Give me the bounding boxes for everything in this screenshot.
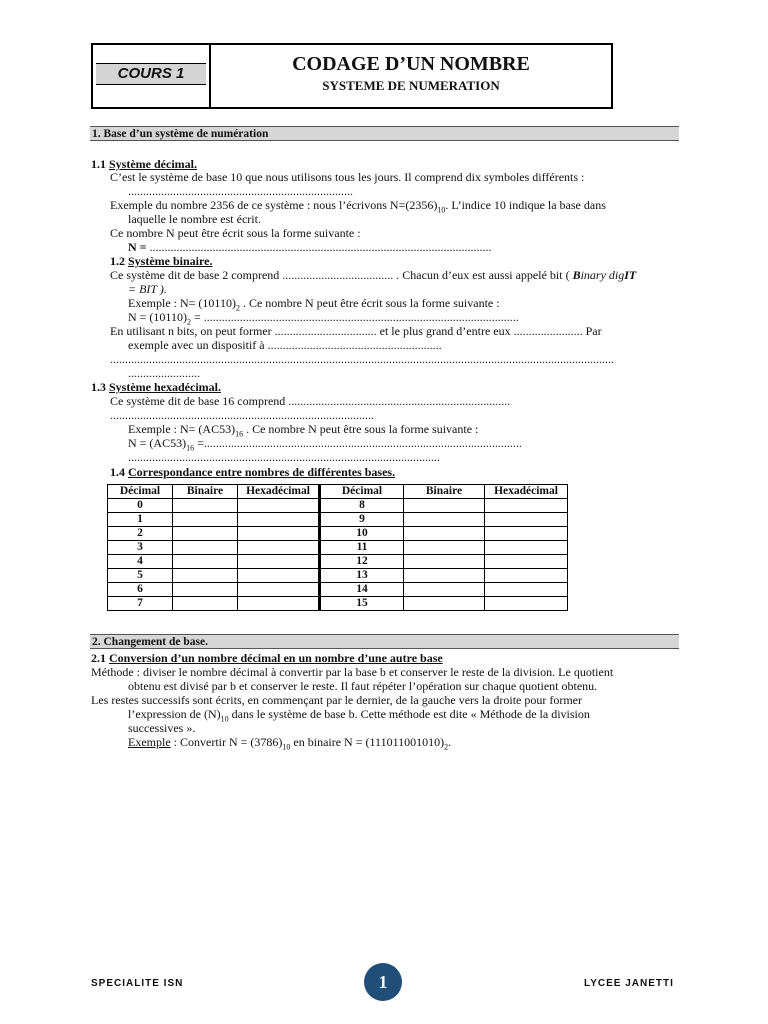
cours-label: COURS 1 [96, 63, 206, 85]
heading-1-3: 1.3 Système hexadécimal. [91, 380, 221, 394]
s11-line-4: laquelle le nombre est écrit. [128, 212, 261, 226]
table-header: Binaire [173, 485, 238, 499]
header-left-cell [93, 45, 211, 107]
heading-1-2: 1.2 Système binaire. [110, 254, 213, 268]
table-row [108, 499, 568, 513]
table-cell: 14 [320, 583, 404, 597]
s12-line-1: Ce système dit de base 2 comprend ..................................... . Chacun d’eux est aussi appelé bit ( Binary digIT [110, 268, 637, 282]
section-1-title: 1. Base d’un système de numération [90, 126, 679, 141]
rest-line-1: Les restes successifs sont écrits, en commençant par le dernier, de la gauche vers la droite pour former [91, 693, 582, 707]
s11-line-6: N = .................................................................................................................. [128, 240, 492, 254]
table-cell: 7 [108, 597, 173, 611]
table-cell: 2 [108, 527, 173, 541]
heading-1-1: 1.1 Système décimal. [91, 157, 197, 171]
section-2-title: 2. Changement de base. [90, 634, 679, 649]
table-row [108, 555, 568, 569]
s12-line-3: Exemple : $N= (10110)_2$ . Ce nombre N peut être écrit sous la forme suivante : [128, 296, 500, 313]
page-subtitle: SYSTEME DE NUMERATION [322, 78, 500, 93]
s12-line-8: ........................ [128, 366, 200, 380]
s11-line-5: Ce nombre N peut être écrit sous la forme suivante : [110, 226, 361, 240]
s11-line-2: ........................................................................... [128, 184, 353, 198]
table-header: Hexadécimal [238, 485, 320, 499]
table-header: Décimal [320, 485, 404, 499]
table-row [108, 583, 568, 597]
table-row [108, 541, 568, 555]
table-cell: 3 [108, 541, 173, 555]
table-header: Binaire [404, 485, 485, 499]
s13-line-2: ........................................................................................ [110, 408, 374, 422]
rest-line-2: l’expression de $(N)_{10}$ dans le système de base b. Cette méthode est dite « Méthode de la division [128, 707, 590, 724]
s13-line-1: Ce système dit de base 16 comprend .......................................................................... [110, 394, 511, 408]
s13-line-3: Exemple : $N= (AC53)_{16}$ . Ce nombre N peut être sous la forme suivante : [128, 422, 479, 439]
s12-line-2: = BIT ). [128, 282, 167, 296]
s11-line-1: C’est le système de base 10 que nous utilisons tous les jours. Il comprend dix symboles différents : [110, 170, 585, 184]
s12-line-6: exemple avec un dispositif à .......................................................... [128, 338, 442, 352]
header-box [91, 43, 613, 109]
footer-right: LYCEE JANETTI [584, 978, 674, 989]
page-number: 1 [364, 963, 402, 1001]
heading-2-1: 2.1 Conversion d’un nombre décimal en un nombre d’une autre base [91, 651, 443, 665]
table-cell: 8 [320, 499, 404, 513]
table-cell: 9 [320, 513, 404, 527]
s13-line-4: $N = (AC53)_{16}$ =.......................................................................................................... [128, 436, 522, 453]
table-header: Hexadécimal [485, 485, 568, 499]
table-row [108, 513, 568, 527]
s12-line-5: En utilisant n bits, on peut former .................................. et le plus grand d’entre eux ....................... Par [110, 324, 602, 338]
table-cell: 11 [320, 541, 404, 555]
table-cell: 0 [108, 499, 173, 513]
table-cell: 15 [320, 597, 404, 611]
method-line-2: obtenu est divisé par b et conserver le reste. Il faut répéter l’opération sur chaque quotient obtenu. [128, 679, 598, 693]
s11-line-3: Exemple du nombre 2356 de ce système : nous l’écrivons $N=(2356)_{10}$. L’indice 10 indique la base dans [110, 198, 606, 215]
footer-left: SPECIALITE ISN [91, 978, 184, 989]
table-header-row [108, 485, 568, 499]
page-title: CODAGE D’UN NOMBRE [292, 53, 530, 75]
heading-1-4: 1.4 Correspondance entre nombres de différentes bases. [110, 465, 396, 479]
correspondence-table [107, 484, 568, 611]
table-cell: 4 [108, 555, 173, 569]
table-cell: 12 [320, 555, 404, 569]
table-cell: 13 [320, 569, 404, 583]
rest-line-3: successives ». [128, 721, 196, 735]
s12-line-4: $N = (10110)_2$ = ......................................................................................................... [128, 310, 519, 327]
example-line: Exemple : Convertir $N = (3786)_{10}$ en binaire $N = (111011001010)_2$. [128, 735, 452, 752]
table-header: Décimal [108, 485, 173, 499]
table-cell: 10 [320, 527, 404, 541]
table-row [108, 569, 568, 583]
table-cell: 6 [108, 583, 173, 597]
s12-line-7: ........................................................................................................................................................................ [110, 352, 614, 366]
table-row [108, 527, 568, 541]
s13-line-5: ........................................................................................................ [128, 450, 440, 464]
method-line-1: Méthode : diviser le nombre décimal à convertir par la base b et conserver le reste de la division. Le quotient [91, 665, 614, 679]
table-row [108, 597, 568, 611]
table-cell: 1 [108, 513, 173, 527]
table-cell: 5 [108, 569, 173, 583]
